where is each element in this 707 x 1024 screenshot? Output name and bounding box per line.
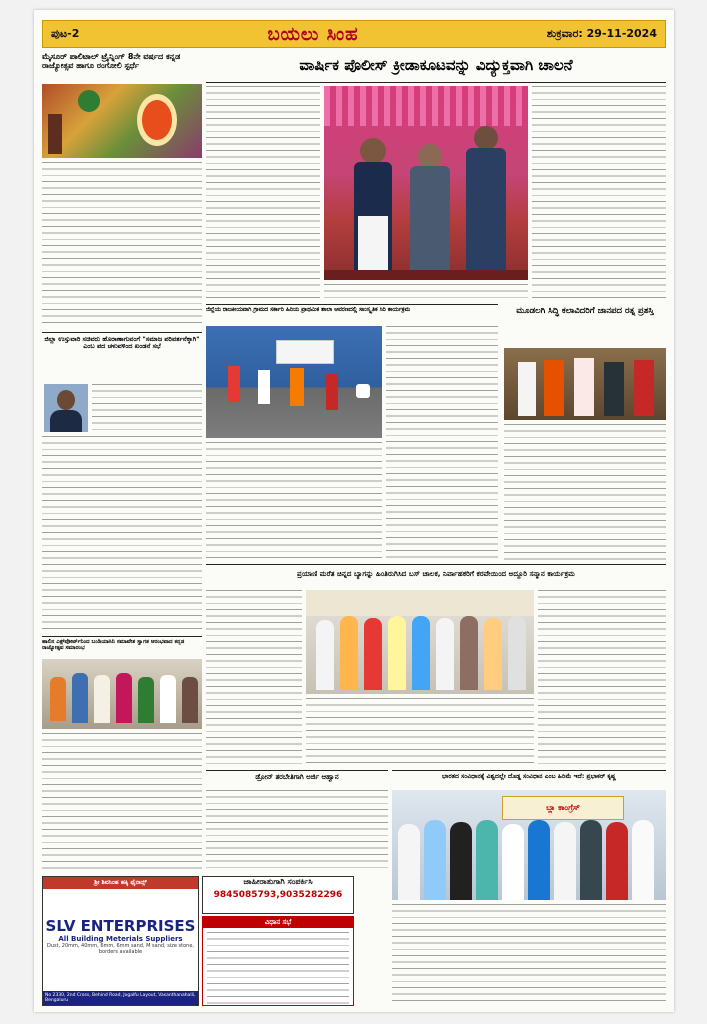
mid-story-body-b	[386, 326, 498, 560]
advertise-contact-box	[202, 876, 354, 914]
felicitation-photo	[306, 590, 534, 694]
left-top-headline: ಮೈಸೂರ್ ಪಾಲಿಟಾಲ್ ಟ್ರೈನ್ನಿಂಗ್ 8ನೇ ವರ್ಷದ ಕನ್ನಡ ರಾಜ್ಯೋತ್ಸವ ಹಾಗೂ ರಂಗೋಲಿ ಸ್ಪರ್ಧೆ	[42, 52, 181, 71]
rangoli-photo	[42, 84, 202, 158]
newspaper-title: ಬಯಲು ಸಿಂಹ	[267, 23, 359, 45]
left-mid-headline-box	[42, 336, 202, 376]
police-sports-photo	[324, 86, 528, 280]
left-small-headline: ಹಾಲಿನ ಎಕ್ಸ್‌ಪೋರ್ಟ್‌ನಿಂದ ಬಂಡಿಯಾಸಿನಿ ಸಮಾವೇಶ ಸ್ವಾಗತ ಆರಂಭವಾದ ಕನ್ನಡ ರಾಜ್ಯೋತ್ಸವ ಸಮಾರಂಭ	[42, 639, 185, 652]
contact-phone: 9845085793,9035282296	[213, 890, 343, 900]
notice-title: ವಿಧಾನ ಸಭೆ	[203, 917, 353, 928]
cultural-event-photo	[206, 326, 382, 438]
bus-body-col3	[538, 590, 666, 766]
left-small-headline-box	[42, 639, 202, 657]
drone-headline: ಡ್ರೋನ್ ತರಬೇತಿಗಾಗಿ ಅರ್ಜಿ ಆಹ್ವಾನ	[255, 773, 339, 781]
issue-date: ಶುಕ್ರವಾರ: 29-11-2024	[546, 27, 657, 40]
notice-box	[202, 916, 354, 1006]
lead-body-col3	[532, 86, 666, 300]
lead-headline: ವಾರ್ಷಿಕ ಪೊಲೀಸ್ ಕ್ರೀಡಾಕೂಟವನ್ನು ವಿದ್ಯುಕ್ತವಾಗಿ ಚಾಲನೆ	[299, 56, 573, 74]
constitution-photo	[392, 790, 666, 900]
divider	[42, 636, 202, 637]
slv-enterprises-ad	[42, 876, 199, 1006]
mid-story-headline: ಜಿಲ್ಲೆಯ ರಾಜಕೀಯವಾಗಿ ಗ್ರಾಮದ ಸರ್ಕಾರಿ ಹಿರಿಯ ಪ್ರಾಥಮಿಕ ಶಾಲಾ ಆವರಣದಲ್ಲಿ ಸಾಂಸ್ಕೃತಿಕ ಸಿರಿ ಕಾರ್ಯಕ್ರಮ	[206, 307, 410, 313]
masthead	[42, 20, 666, 48]
bus-headline-box	[206, 567, 666, 585]
left-mid-headline: ಜಿಲ್ಲಾ ಉಸ್ತುವಾರಿ ಸಚಿವರು ಹೊರಾಣಾಗುವಂಗೆ "ಸಮಾಜ ಪರಿವರ್ತನೆಕ್ಕಾಗಿ" ಎಂಬ ಪದ ಚಳುವಳಿಂದ ಖಂಡನೆ ಸಭೆ	[44, 336, 200, 351]
award-photo	[504, 348, 666, 420]
lead-headline-box	[206, 52, 666, 83]
page-number: ಪುಟ-2	[51, 27, 80, 40]
left-mid-body	[42, 436, 202, 632]
slv-ad-sub: Dust, 20mm, 40mm, 6mm, 6mm sand, M sand, size stone, borders available	[47, 943, 194, 955]
right-mid-body	[504, 424, 666, 560]
bus-headline: ಪ್ರಯಾಣಿ ಮರೆತ ಚಿನ್ನದ ಬ್ಯಾಗನ್ನು ಹಿಂತಿರುಗಿಸಿದ ಬಸ್ ಚಾಲಕ, ನಿರ್ವಾಹಕರಿಗೆ ಕರವೇಯಿಂದ ಅದ್ದೂರಿ ಸನ್ಮಾನ ಕಾರ್ಯಕ್ರಮ	[297, 569, 575, 578]
left-top-body	[42, 162, 202, 328]
left-small-body	[42, 733, 202, 871]
banner-text: ಬ್ಲಾ ಕಾಂಗ್ರೆಸ್	[502, 796, 624, 820]
notice-body	[207, 932, 349, 1004]
slv-ad-address: No 2330, 2nd Cross, Behind Road, Jogalfu Layout, Vasanthanahalli, Bengaluru	[43, 991, 198, 1005]
divider	[206, 564, 666, 565]
bus-body-under-photo	[306, 698, 534, 766]
slv-ad-brand: SLV ENTERPRISES	[45, 917, 196, 935]
divider	[206, 770, 388, 771]
right-mid-headline-box	[504, 307, 666, 345]
portrait-photo	[44, 384, 88, 432]
divider	[42, 332, 202, 333]
lead-body-col1	[206, 86, 320, 300]
right-mid-headline: ಮೂಡಲಗಿ ಸಿದ್ಧಿ ಕಲಾವಿದರಿಗೆ ಜಾನಪದ ರತ್ನ ಪ್ರಶಸ್ತಿ	[516, 307, 654, 316]
drone-body	[206, 790, 388, 872]
newspaper-page	[34, 10, 674, 1012]
group-photo	[42, 659, 202, 729]
drone-headline-box	[206, 773, 388, 787]
mid-story-body-a	[206, 442, 382, 560]
constitution-body	[392, 904, 666, 1004]
slv-ad-tagline: All Building Meterials Suppliers	[58, 935, 183, 943]
contact-title: ಜಾಹೀರಾತುಗಾಗಿ ಸಂಪರ್ಕಿಸಿ	[243, 877, 313, 886]
slv-ad-top: ಶ್ರೀ ಶಿವಸಿಂಹ ಹಕ್ಕಿ ಫೈನಾನ್ಸ್	[43, 877, 198, 889]
left-mid-body-side	[92, 384, 202, 432]
bus-body-col1	[206, 590, 302, 766]
divider	[392, 770, 666, 771]
divider	[206, 304, 498, 305]
constitution-headline-box	[392, 773, 666, 787]
constitution-headline: ಭಾರತದ ಸಂವಿಧಾನಕ್ಕೆ ವಿಶ್ವದಲ್ಲೇ ದೊಡ್ಡ ಸಂವಿಧಾನ ಎಂಬ ಹಿರಿಮೆ ಇದೆ: ಪ್ರಭಾಕರ್ ಕೃಷ್ಣ	[442, 773, 616, 780]
mid-story-headline-box	[206, 307, 498, 323]
lead-body-under-photo	[324, 284, 528, 300]
left-top-headline-box	[42, 52, 202, 82]
